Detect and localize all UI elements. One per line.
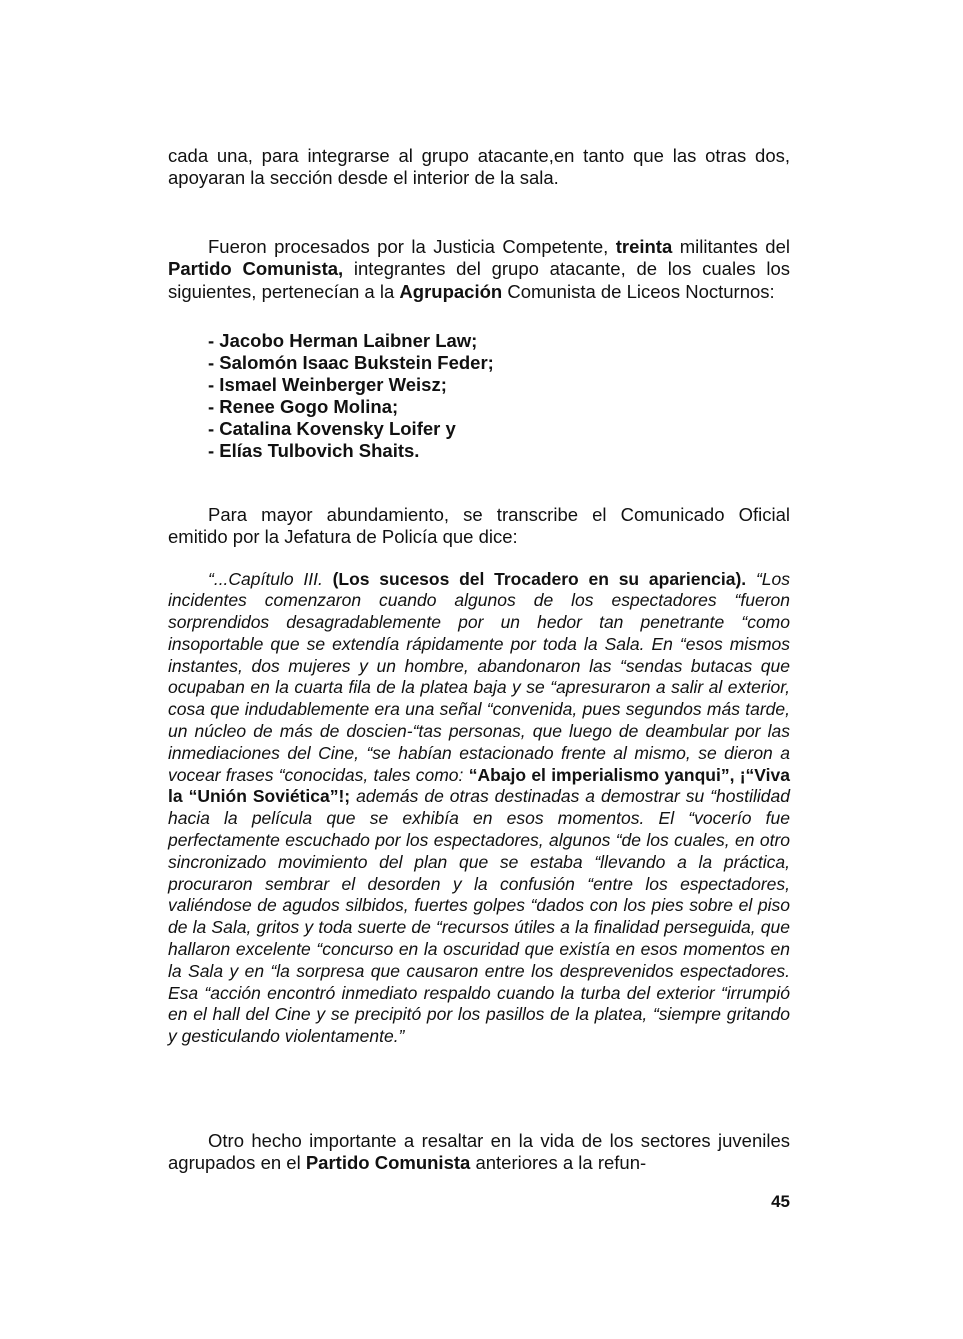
list-item: - Ismael Weinberger Weisz; bbox=[208, 374, 447, 395]
list-item: - Catalina Kovensky Loifer y bbox=[208, 418, 456, 439]
list-item: - Salomón Isaac Bukstein Feder; bbox=[208, 352, 494, 373]
paragraph-text: cada una, para integrarse al grupo atacante,en tanto que las otras dos, apoyaran la sección desde el interior de la sala. bbox=[168, 144, 790, 188]
page-number: 45 bbox=[771, 1192, 790, 1211]
paragraph-text: Fueron procesados por la Justicia Competente, bbox=[208, 235, 616, 257]
paragraph-text: Otro hecho importante a resaltar en la vida de los sectores juveniles agrupados en el bbox=[168, 1129, 790, 1173]
quote-heading: (Los sucesos del Trocadero en su apariencia). bbox=[332, 568, 747, 589]
paragraph-continuation bbox=[168, 145, 790, 190]
paragraph-text: anteriores a la refun- bbox=[470, 1152, 647, 1173]
list-item: - Elías Tulbovich Shaits. bbox=[208, 440, 420, 461]
quote-text: además de otras destinadas a demostrar su “hostilidad hacia la película que se exhibía en esos momentos. El “vocerío fue perfectamente escuchado por los espectadores, algunos “de los cuales, en otro sincronizado movimiento del plan que se estaba “llevando a la práctica, procuraron sembrar el desorden y la confusión “entre los espectadores, valiéndose de agudos silbidos, fuertes golpes “dados con los pies sobre el piso de la Sala, gritos y toda suerte de “recursos útiles a la finalidad perseguida, que hallaron excelente “concurso en la oscuridad que existía en esos momentos en la Sala y en “la sorpresa que causaron entre los desprevenidos espectadores. Esa “acción encontró inmediato respaldo cuando la turba del exterior “irrumpió en el hall del Cine y se precipitó por los pasillos de la platea, “siempre gritando y gesticulando violentamente.” bbox=[168, 786, 790, 1047]
bold-text: treinta bbox=[615, 235, 673, 257]
paragraph-another-fact bbox=[168, 1130, 790, 1175]
quote-text: “Los incidentes comenzaron cuando algunos de los espectadores “fueron sorprendidos desagradablemente por un hedor tan penetrante “como insoportable que se extendía rápidamente por toda la Sala. En “esos mismos instantes, dos mujeres y un hombre, abandonaron las “sendas butacas que ocupaban en la cuarta fila de la platea baja y se “apresuraron a salir al exterior, cosa que indudablemente era una señal “convenida, pues segundos más tarde, un núcleo de más de doscien-“tas personas, que luego de deambular por las inmediaciones del Cine, “se habían estacionado frente al mismo, se dieron a vocear frases “conocidas, tales como: bbox=[168, 568, 790, 785]
list-item: - Jacobo Herman Laibner Law; bbox=[208, 330, 478, 351]
paragraph-official-communique bbox=[168, 504, 790, 549]
quote-text: “...Capítulo III. bbox=[208, 568, 323, 589]
bold-text: Partido Comunista bbox=[305, 1152, 471, 1173]
quote-slogans: “Abajo el imperialismo yanqui”, ¡“Viva la “Unión Soviética”!; bbox=[168, 764, 790, 807]
bold-text: Partido Comunista, bbox=[168, 258, 344, 279]
paragraph-text: integrantes del grupo atacante, de los cuales los siguientes, pertenecían a la bbox=[168, 258, 790, 302]
list-item: - Renee Gogo Molina; bbox=[208, 396, 399, 417]
names-list bbox=[208, 330, 768, 462]
paragraph-text: Comunista de Liceos Nocturnos: bbox=[502, 280, 775, 302]
paragraph-processed-militants bbox=[168, 236, 790, 304]
paragraph-text: Para mayor abundamiento, se transcribe el Comunicado Oficial emitido por la Jefatura de Policía que dice: bbox=[168, 503, 790, 547]
quoted-communique bbox=[168, 569, 790, 1049]
paragraph-text: militantes del bbox=[672, 235, 790, 257]
bold-text: Agrupación bbox=[399, 280, 503, 302]
